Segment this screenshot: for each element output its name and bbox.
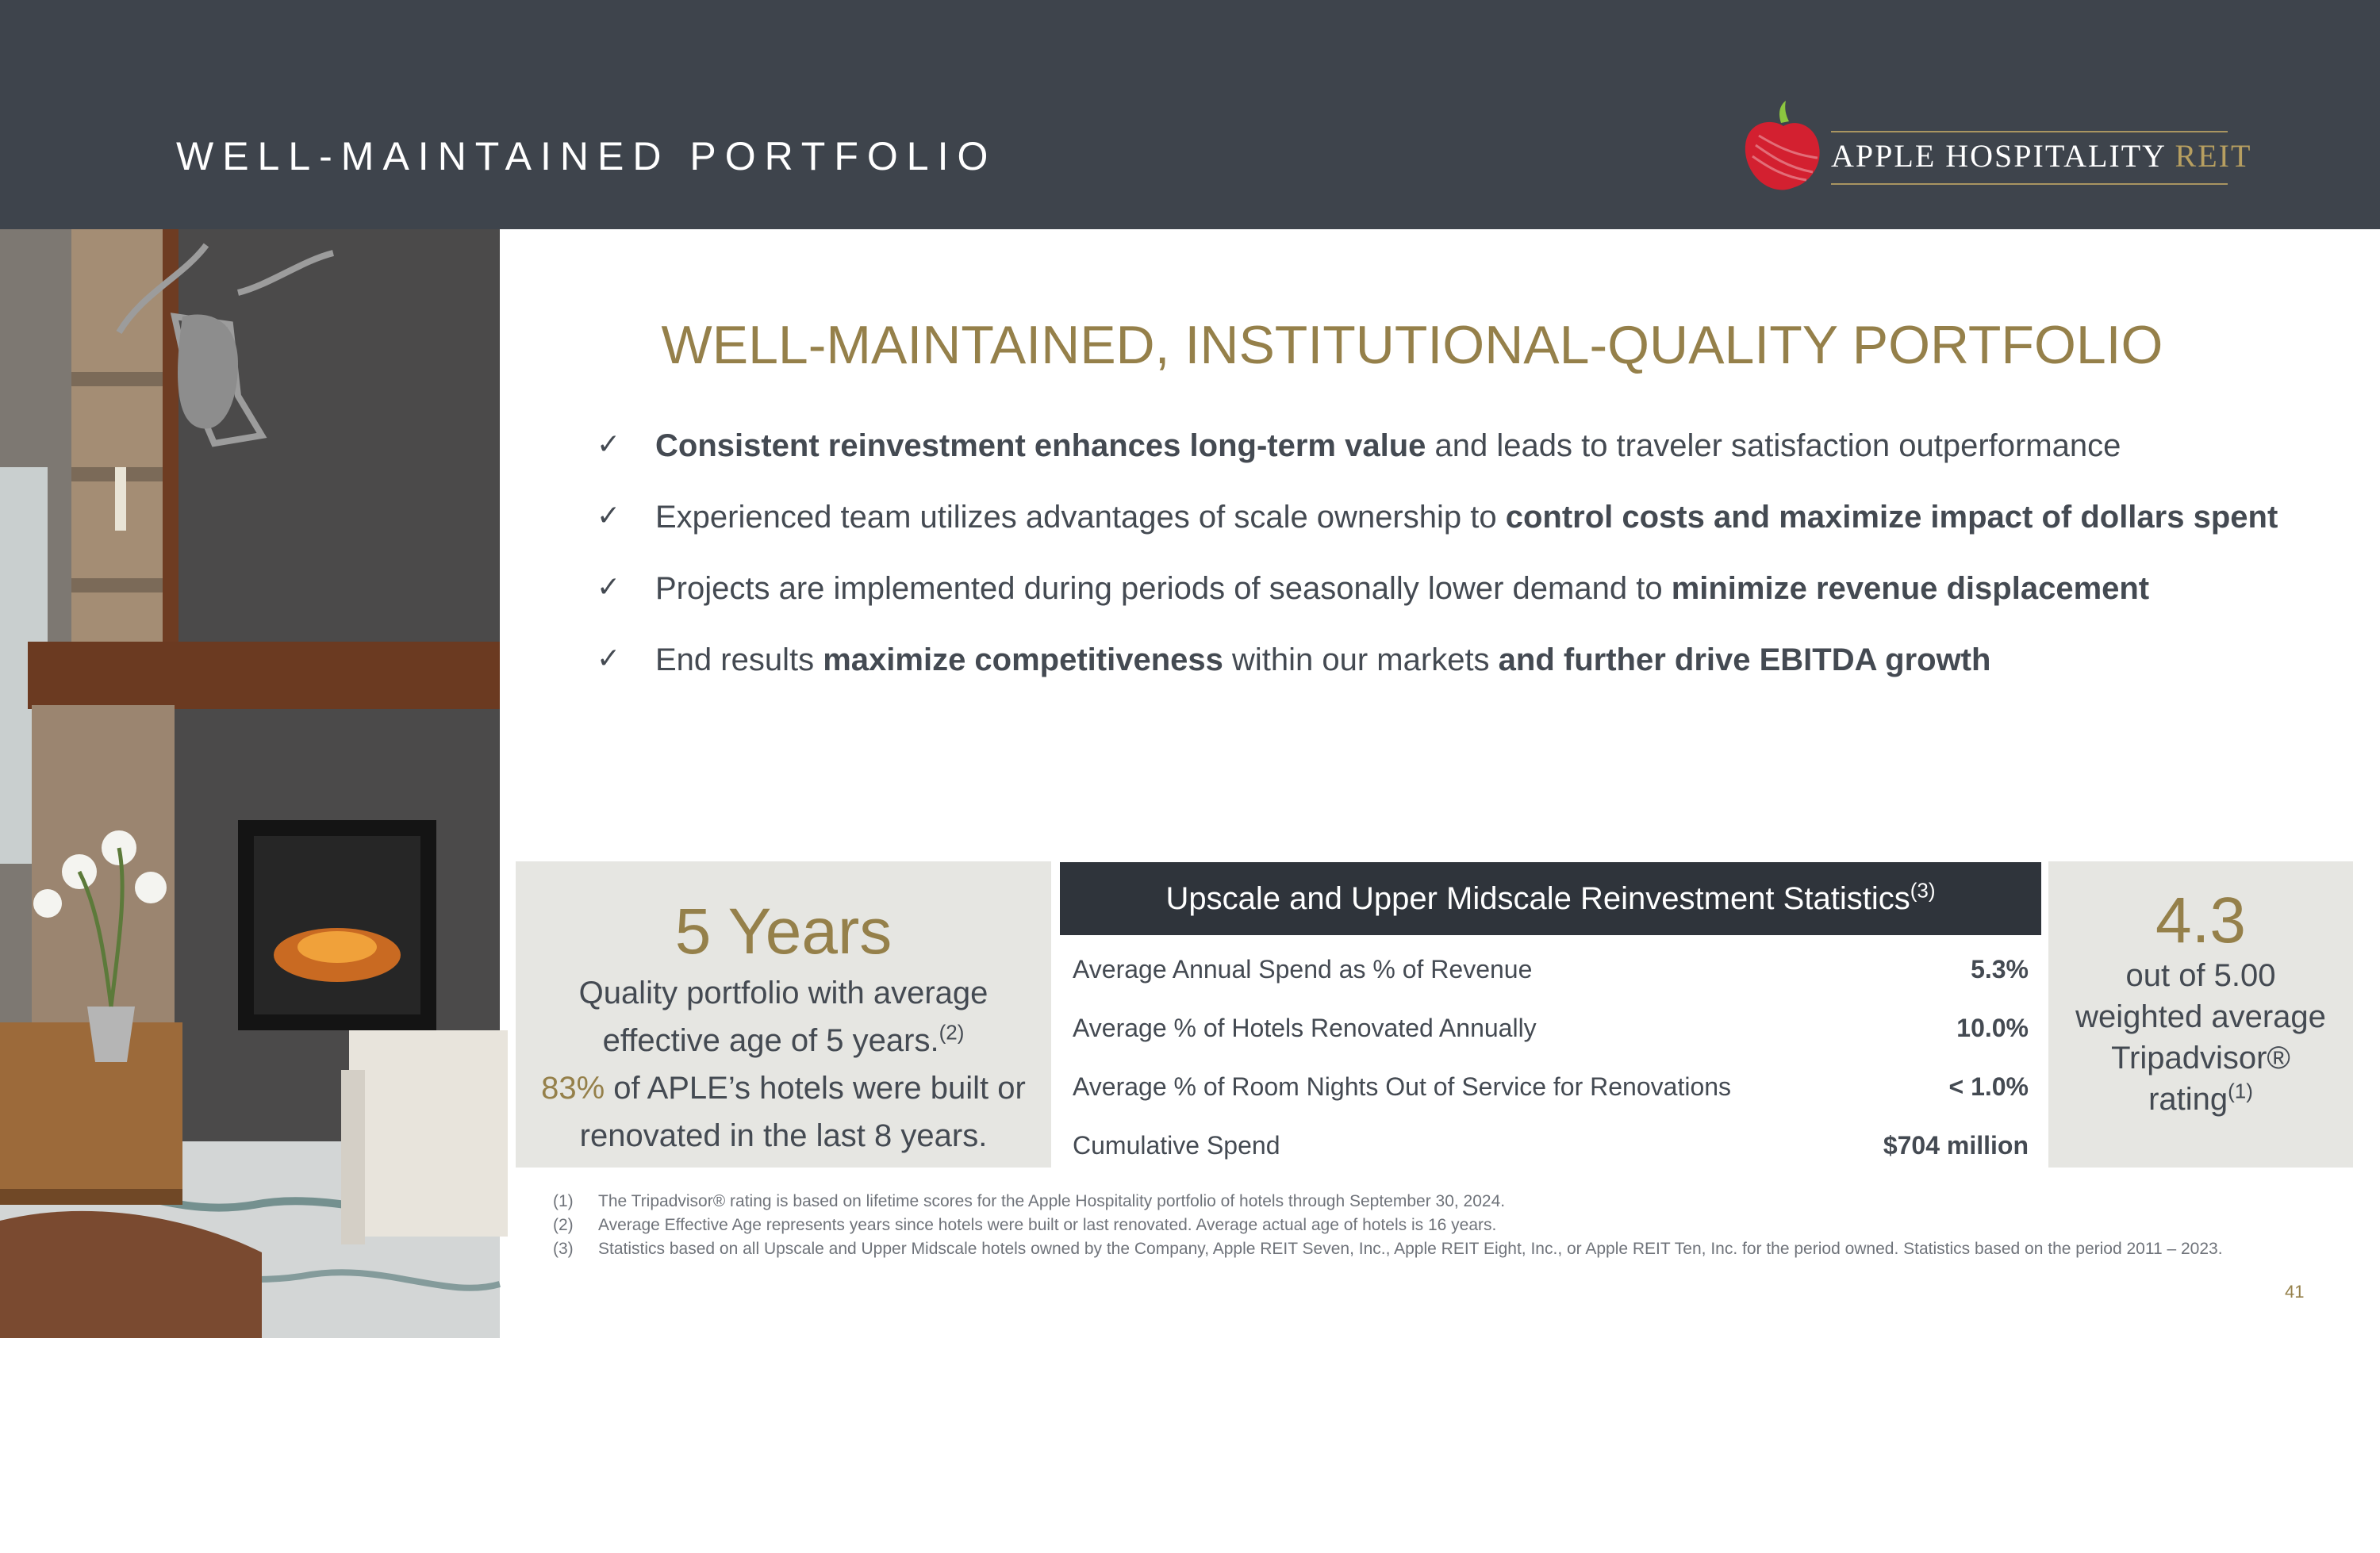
bullet-text-bold: minimize revenue displacement <box>1671 571 2150 606</box>
stat-line <box>2048 1079 2353 1120</box>
checkmark-icon: ✓ <box>597 500 621 532</box>
bullet-text <box>655 642 1990 678</box>
bullet-item <box>597 635 2302 706</box>
header-band <box>0 0 2380 229</box>
reinvestment-table <box>1060 936 2041 1171</box>
bullet-text-plain: within our markets <box>1223 642 1499 677</box>
stat-line: Tripadvisor® <box>2111 1041 2290 1076</box>
table-row <box>1060 1112 2041 1171</box>
row-label: Cumulative Spend <box>1073 1131 1280 1160</box>
stat-line-text: rating <box>2148 1082 2228 1117</box>
footnote-ref: (1) <box>2228 1079 2253 1103</box>
tripadvisor-description <box>2048 955 2353 1120</box>
footnote <box>553 1214 2259 1237</box>
footnote-number: (3) <box>553 1240 574 1258</box>
footnote-text: Average Effective Age represents years since hotels were built or last renovated. Average actual age of hotels is 16 years. <box>598 1216 1497 1234</box>
bullet-text <box>655 500 2278 535</box>
row-label: Average Annual Spend as % of Revenue <box>1073 955 1533 984</box>
footnote-number: (1) <box>553 1192 574 1210</box>
checkmark-icon: ✓ <box>597 571 621 604</box>
logo-rule-bottom <box>1831 183 2228 185</box>
logo-name: APPLE HOSPITALITY <box>1831 138 2166 174</box>
logo-reit: REIT <box>2175 138 2252 174</box>
footnote <box>553 1190 2259 1214</box>
table-row <box>1060 995 2041 1053</box>
bullet-item <box>597 420 2302 492</box>
row-label: Average % of Hotels Renovated Annually <box>1073 1014 1537 1042</box>
bullet-text-plain: End results <box>655 642 823 677</box>
row-value: $704 million <box>1883 1131 2029 1160</box>
footnotes <box>553 1190 2259 1261</box>
footnote <box>553 1237 2259 1261</box>
logo-rule-top <box>1831 131 2228 132</box>
table-title: Upscale and Upper Midscale Reinvestment Statistics <box>1165 881 1910 916</box>
bullet-text-bold: and further drive EBITDA growth <box>1498 642 1991 677</box>
footnote-text: The Tripadvisor® rating is based on lifetime scores for the Apple Hospitality portfolio of hotels through September 30, 2024. <box>598 1192 1506 1210</box>
reinvestment-table-header <box>1060 862 2041 935</box>
bullet-text <box>655 428 2121 464</box>
bullet-text-bold: Consistent reinvestment enhances long-term value <box>655 428 1426 463</box>
stat-line <box>516 1017 1051 1064</box>
company-logo <box>1740 99 2252 194</box>
tripadvisor-rating-value: 4.3 <box>2155 884 2246 957</box>
effective-age-stat-box <box>516 861 1051 1168</box>
bullet-text-plain: Experienced team utilizes advantages of scale ownership to <box>655 500 1506 535</box>
footnote-ref: (2) <box>939 1020 965 1045</box>
footnote-number: (2) <box>553 1216 574 1234</box>
stat-line: renovated in the last 8 years. <box>579 1118 988 1153</box>
bullet-text <box>655 571 2149 607</box>
stat-line: out of 5.00 <box>2125 958 2276 993</box>
bullet-text-bold: maximize competitiveness <box>823 642 1223 677</box>
lobby-fireplace-image <box>0 229 500 1338</box>
bullet-item <box>597 492 2302 563</box>
checkmark-icon: ✓ <box>597 642 621 675</box>
stat-line-text: effective age of 5 years. <box>602 1023 939 1058</box>
footnote-text: Statistics based on all Upscale and Upper Midscale hotels owned by the Company, Apple REIT Seven, Inc., Apple REIT Eight, Inc., or Apple REIT Ten, Inc. for the period owned. Statistics based on the period 2011 – 2023. <box>598 1240 2223 1258</box>
page-number: 41 <box>2285 1282 2305 1302</box>
row-value: < 1.0% <box>1948 1072 2029 1101</box>
stat-line <box>516 1064 1051 1112</box>
photo-caption: HILTON GARDEN INN FORT WORTH MEDICAL CENTER <box>17 1532 475 1552</box>
stat-line-text: of APLE’s hotels were built or <box>605 1071 1026 1106</box>
bullet-text-plain: Projects are implemented during periods of seasonally lower demand to <box>655 571 1672 606</box>
row-value: 5.3% <box>1971 955 2029 984</box>
footnote-ref: (3) <box>1910 878 1936 903</box>
hotel-photo <box>0 229 500 1552</box>
tripadvisor-stat-box <box>2048 861 2353 1168</box>
section-heading: WELL-MAINTAINED, INSTITUTIONAL-QUALITY PORTFOLIO <box>661 315 2163 375</box>
bullet-text-plain: and leads to traveler satisfaction outperformance <box>1426 428 2121 463</box>
table-row <box>1060 1053 2041 1112</box>
stat-line: weighted average <box>2075 999 2326 1034</box>
row-label: Average % of Room Nights Out of Service for Renovations <box>1073 1072 1732 1101</box>
stat-percent: 83% <box>541 1071 605 1106</box>
bullet-list <box>597 420 2302 706</box>
page-title: WELL-MAINTAINED PORTFOLIO <box>176 134 997 178</box>
logo-wordmark <box>1831 137 2251 174</box>
effective-age-description <box>516 969 1051 1160</box>
stat-line: Quality portfolio with average <box>578 976 988 1010</box>
table-row <box>1060 936 2041 995</box>
row-value: 10.0% <box>1956 1014 2029 1042</box>
effective-age-value: 5 Years <box>674 895 892 968</box>
checkmark-icon: ✓ <box>597 428 621 461</box>
bullet-item <box>597 563 2302 635</box>
apple-logo-icon <box>1740 99 1827 194</box>
bullet-text-bold: control costs and maximize impact of dollars spent <box>1505 500 2278 535</box>
